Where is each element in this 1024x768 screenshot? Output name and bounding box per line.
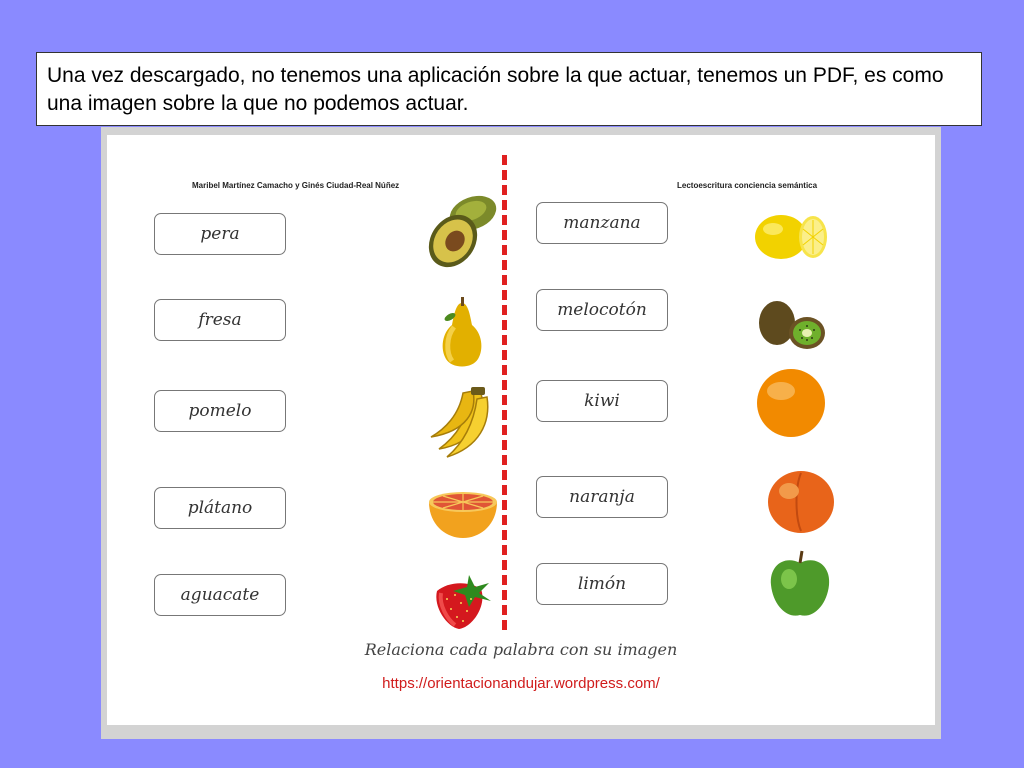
- caption-box: [36, 52, 982, 126]
- grapefruit-image: [425, 490, 501, 542]
- word-label: pera: [200, 224, 240, 244]
- kiwi-image: [755, 297, 831, 353]
- word-label: pomelo: [188, 401, 252, 421]
- apple-image: [767, 549, 833, 621]
- word-label: kiwi: [584, 391, 620, 411]
- word-label: limón: [577, 574, 627, 594]
- word-label: melocotón: [557, 300, 647, 320]
- word-label: plátano: [187, 498, 253, 518]
- peach-image: [765, 465, 837, 535]
- word-label: naranja: [569, 487, 635, 507]
- avocado-image: [425, 193, 499, 271]
- strawberry-image: [429, 571, 495, 633]
- word-box-pomelo: [154, 390, 286, 432]
- word-box-platano: [154, 487, 286, 529]
- word-box-pera: [154, 213, 286, 255]
- word-label: manzana: [563, 213, 641, 233]
- word-box-aguacate: [154, 574, 286, 616]
- pear-image: [432, 297, 492, 373]
- worksheet-page: [107, 135, 935, 725]
- subject-header: Lectoescritura conciencia semántica: [677, 181, 818, 190]
- word-label: aguacate: [180, 585, 260, 605]
- instruction-text: Relaciona cada palabra con su imagen: [364, 640, 678, 659]
- word-label: fresa: [198, 310, 242, 330]
- lemon-image: [751, 207, 831, 265]
- word-box-naranja: [536, 476, 668, 518]
- banana-image: [425, 387, 497, 461]
- authors-header: Maribel Martínez Camacho y Ginés Ciudad-Real Núñez: [192, 181, 400, 190]
- caption-text: Una vez descargado, no tenemos una aplicación sobre la que actuar, tenemos un PDF, es como una imagen sobre la que no podemos actuar.: [47, 64, 944, 115]
- word-box-melocoton: [536, 289, 668, 331]
- word-box-kiwi: [536, 380, 668, 422]
- word-box-limon: [536, 563, 668, 605]
- center-divider: [502, 155, 507, 630]
- word-box-fresa: [154, 299, 286, 341]
- source-url: https://orientacionandujar.wordpress.com/: [382, 675, 660, 692]
- orange-image: [753, 367, 829, 439]
- word-box-manzana: [536, 202, 668, 244]
- pdf-screenshot: [101, 127, 941, 739]
